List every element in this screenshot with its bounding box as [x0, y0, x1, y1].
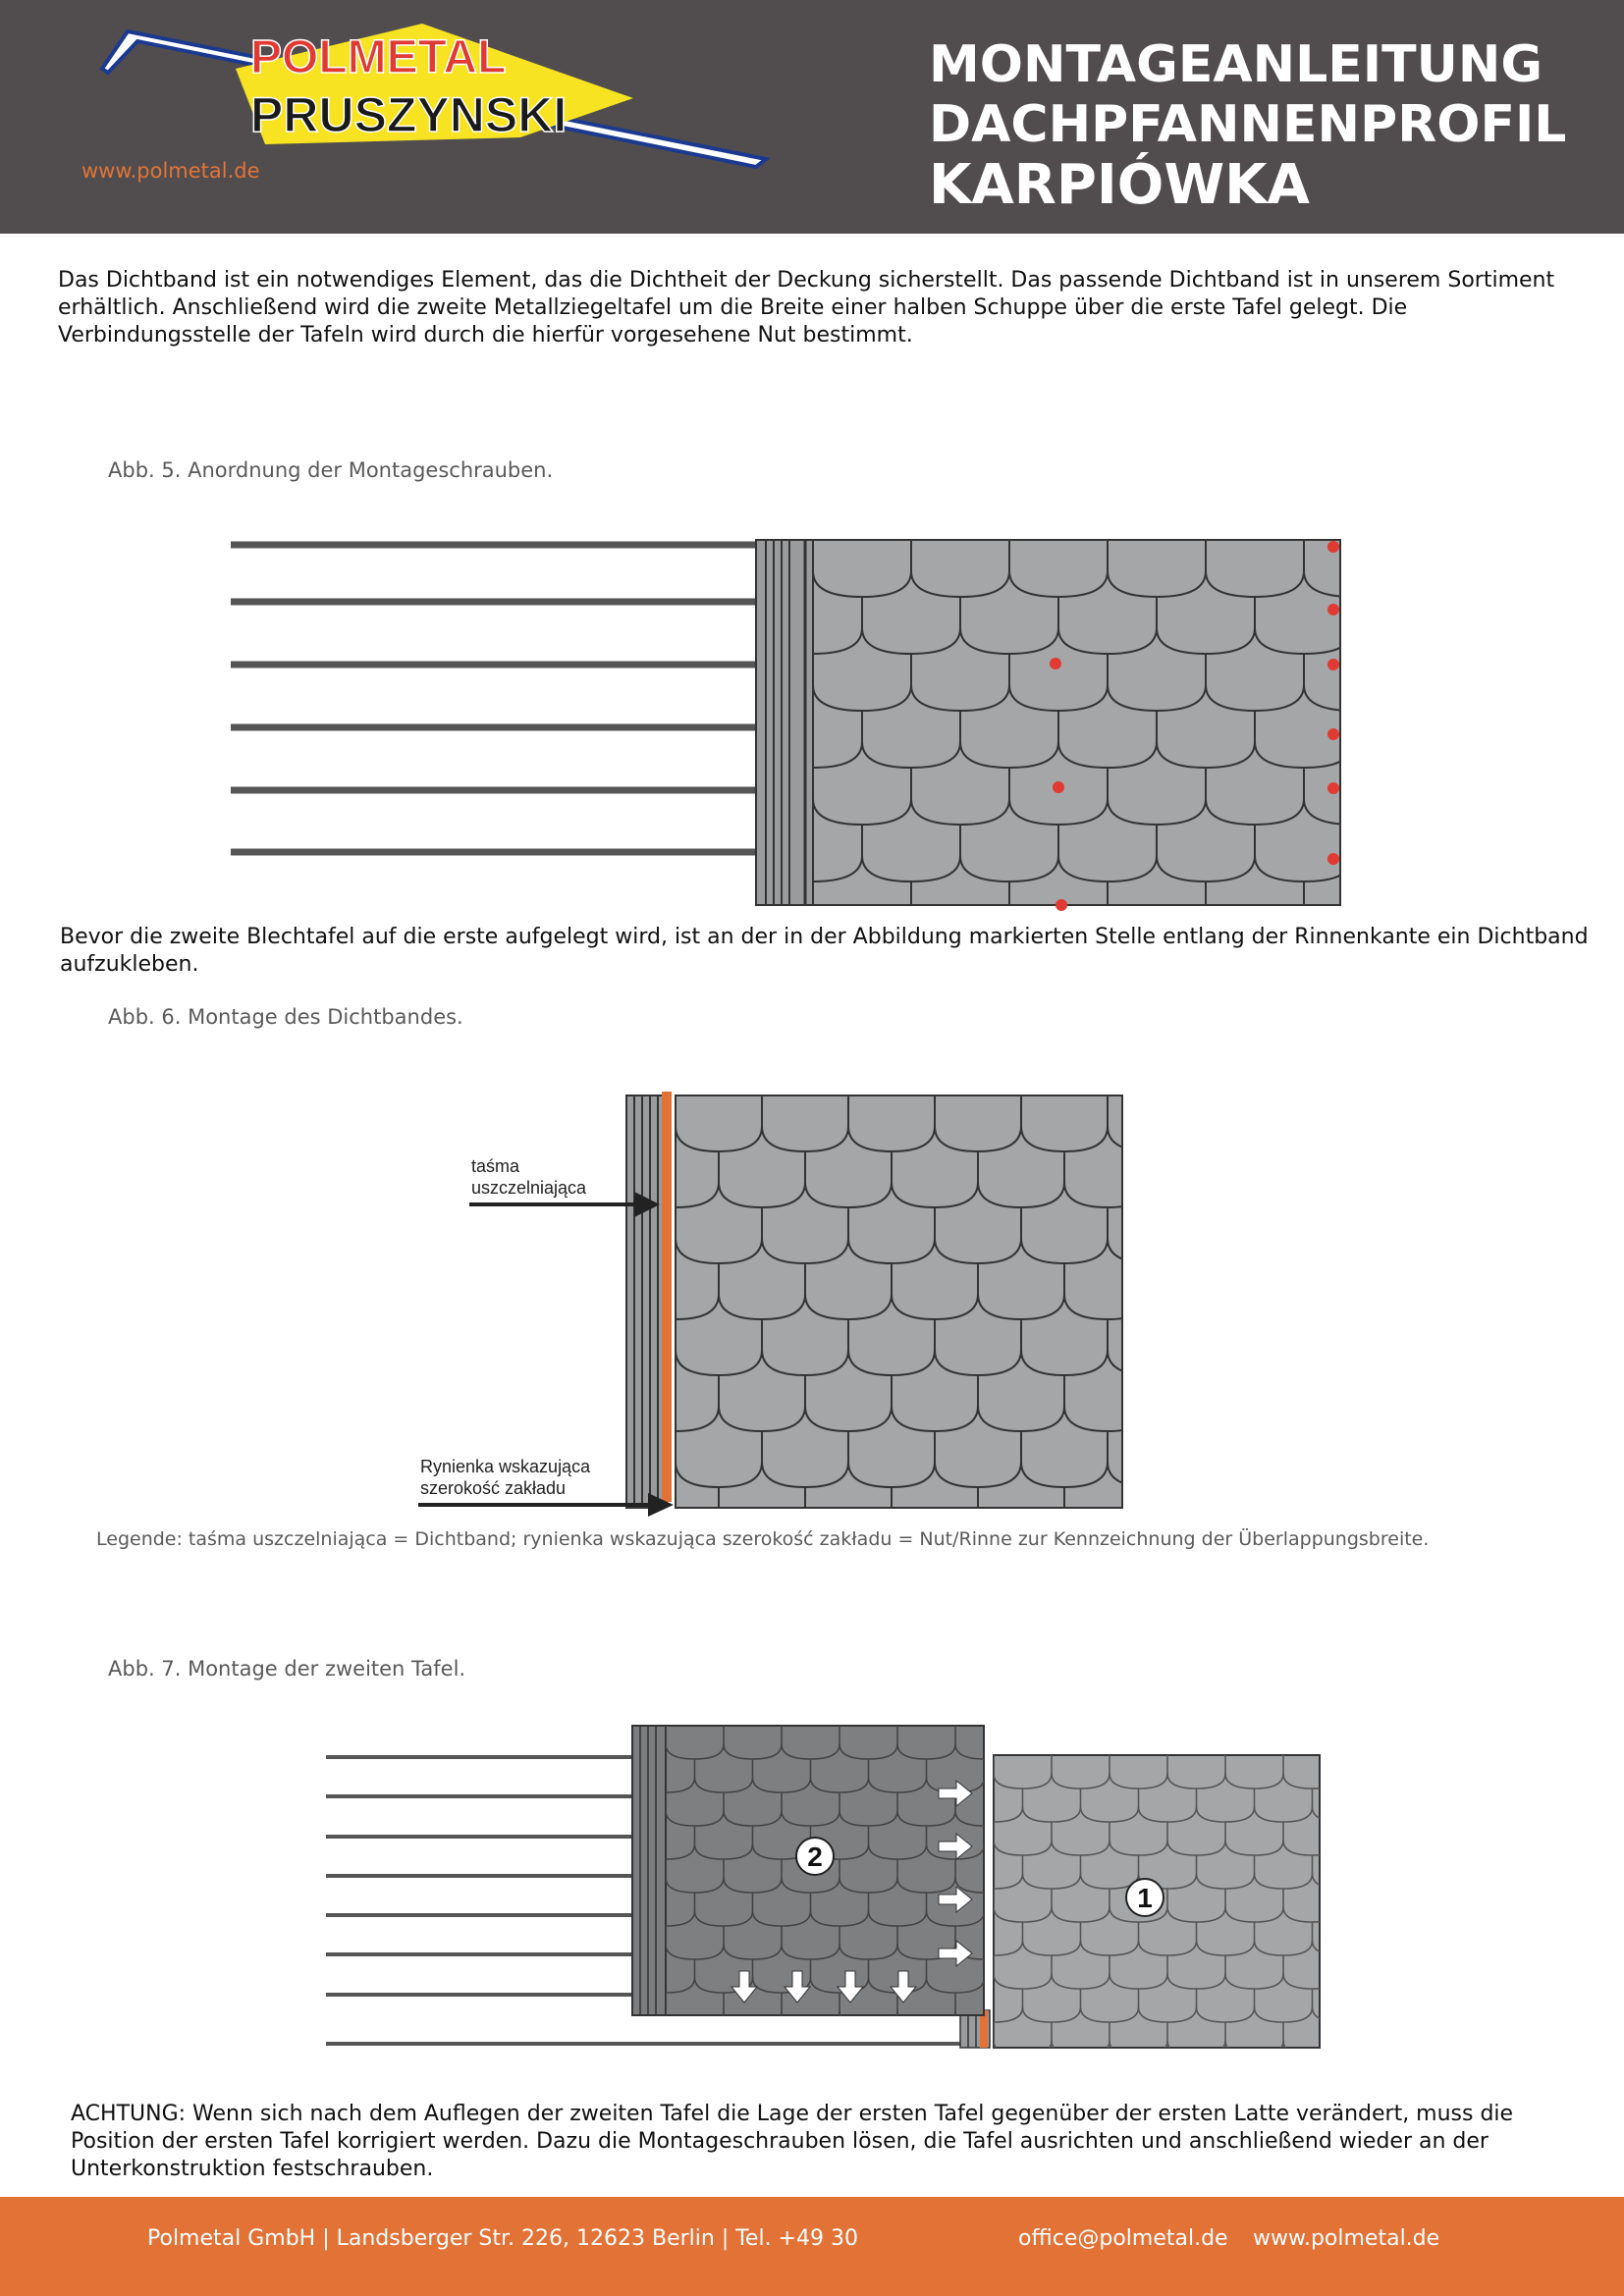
page-title	[929, 35, 1566, 215]
title-line-1: MONTAGEANLEITUNG	[929, 35, 1543, 94]
tile-scale	[762, 1543, 848, 1599]
screw-marker	[1327, 541, 1339, 553]
roof-sheet-1	[813, 540, 1340, 905]
sheet-edge	[756, 540, 813, 905]
tile-scale	[1371, 1989, 1429, 2022]
figure-6-legend: Legende: taśma uszczelniająca = Dichtband; rynienka wskazująca szerokość zakładu = Nut/Rinne zur Kennzeichnung der Überlappungsbreite.	[96, 1528, 1430, 1550]
marker-1-label: 1	[1137, 1883, 1153, 1913]
label-groove-1: Rynienka wskazująca	[420, 1457, 591, 1476]
tile-scale	[1371, 1855, 1429, 1889]
screw-marker	[1053, 781, 1064, 793]
tile-scale	[1341, 1889, 1399, 1922]
battens	[231, 545, 761, 852]
tile-scale	[1313, 1855, 1371, 1889]
logo-text-polmetal: POLMETAL	[250, 31, 507, 83]
tile-scale	[1313, 2056, 1371, 2089]
tile-scale	[1341, 1955, 1399, 1989]
tile-scale	[1194, 1095, 1280, 1151]
footer-email[interactable]: office@polmetal.de	[1018, 2226, 1228, 2251]
tile-scale	[1371, 1789, 1429, 1822]
tile-scale	[1023, 2056, 1081, 2089]
tile-scale	[1371, 2056, 1429, 2089]
tile-scale	[848, 1543, 935, 1599]
screw-marker	[1327, 853, 1339, 865]
screw-marker	[1327, 782, 1339, 794]
tile-scale	[1194, 1319, 1280, 1375]
page-header	[0, 0, 1624, 234]
label-groove-2: szerokość zakładu	[420, 1478, 567, 1498]
tile-scale	[1371, 1922, 1429, 1955]
screw-marker	[1056, 899, 1067, 911]
label-tape-2: uszczelniająca	[471, 1178, 587, 1198]
title-line-2: DACHPFANNENPROFIL	[929, 95, 1567, 154]
figure-5-screw-layout	[226, 535, 1355, 908]
tile-scale	[1313, 1789, 1371, 1822]
tile-scale	[1013, 1726, 1071, 1759]
marker-2-label: 2	[807, 1842, 823, 1872]
tile-scale	[676, 1543, 762, 1599]
tile-scale	[1151, 1375, 1237, 1431]
tile-scale	[1194, 1543, 1280, 1599]
header-website[interactable]: www.polmetal.de	[81, 159, 260, 183]
logo-text-pruszynski: PRUSZYNSKI	[250, 87, 568, 142]
footer-website[interactable]: www.polmetal.de	[1253, 2226, 1440, 2251]
tile-scale	[1353, 825, 1451, 881]
title-line-3: KARPIÓWKA	[929, 153, 1310, 217]
tile-scale	[1151, 1151, 1237, 1207]
figure-5-caption: Abb. 5. Anordnung der Montageschrauben.	[108, 458, 554, 482]
sealing-tape-strip	[662, 1092, 672, 1502]
intro-paragraph: Das Dichtband ist ein notwendiges Element, das die Dichtheit der Deckung sicherstellt. Das passende Dichtband ist in unserem Sortiment erhältlich. Anschließend wird die zweite Metallziegeltafel um die Breite einer halben Schuppe über die erste Tafel gelegt. Die Verbindungsstelle der Tafeln wird durch die hierfür vorgesehene Nut bestimmt.	[58, 268, 1555, 347]
label-tape-1: taśma	[471, 1156, 520, 1176]
tile-scale	[1341, 1755, 1399, 1789]
tile-scale	[1151, 1263, 1237, 1319]
warning-paragraph: ACHTUNG: Wenn sich nach dem Auflegen der zweiten Tafel die Lage der ersten Tafel gegenüber der ersten Latte verändert, muss die Position der ersten Tafel korrigiert werden. Dazu die Montageschrauben lösen, die Tafel ausrichten und anschließend wieder an der Unterkonstruktion festschrauben.	[71, 2102, 1514, 2181]
company-logo	[98, 22, 805, 169]
figure-7-second-sheet	[324, 1718, 1326, 2061]
tile-scale	[965, 2056, 1023, 2089]
tile-scale	[1197, 2056, 1255, 2089]
tile-scale	[1194, 1207, 1280, 1263]
tile-scale	[1194, 1431, 1280, 1487]
figure-7-caption: Abb. 7. Montage der zweiten Tafel.	[108, 1657, 466, 1681]
tile-scale	[1021, 1543, 1108, 1599]
tile-scale	[1353, 597, 1451, 654]
sealing-paragraph: Bevor die zweite Blechtafel auf die erste aufgelegt wird, ist an der in der Abbildung markierten Stelle entlang der Rinnenkante ein Dichtband aufzukleben.	[60, 925, 1589, 977]
screw-marker	[1327, 604, 1339, 615]
tile-scale	[1341, 1822, 1399, 1855]
tile-scale	[1402, 654, 1500, 711]
tile-scale	[1139, 2056, 1197, 2089]
tile-scale	[1108, 1543, 1194, 1599]
sheet-2-edge	[632, 1726, 668, 2015]
tile-scale	[935, 1543, 1021, 1599]
figure-6-caption: Abb. 6. Montage des Dichtbandes.	[108, 1005, 463, 1029]
tile-scale	[1313, 1922, 1371, 1955]
tile-scale	[1081, 2056, 1139, 2089]
tile-scale	[1255, 2056, 1313, 2089]
figure-6-sealing-tape	[403, 1080, 1159, 1522]
tile-scale	[1353, 711, 1451, 768]
tile-scale	[1341, 2022, 1399, 2056]
screw-marker	[1050, 658, 1061, 669]
screw-marker	[1327, 728, 1339, 740]
tile-scale	[589, 1543, 676, 1599]
footer-company: Polmetal GmbH | Landsberger Str. 226, 12623 Berlin | Tel. +49 30	[147, 2226, 858, 2251]
roof-sheet	[676, 1095, 1122, 1508]
tile-scale	[1402, 540, 1500, 597]
tile-scale	[1313, 1989, 1371, 2022]
screw-marker	[1327, 659, 1339, 670]
tile-scale	[1402, 768, 1500, 825]
